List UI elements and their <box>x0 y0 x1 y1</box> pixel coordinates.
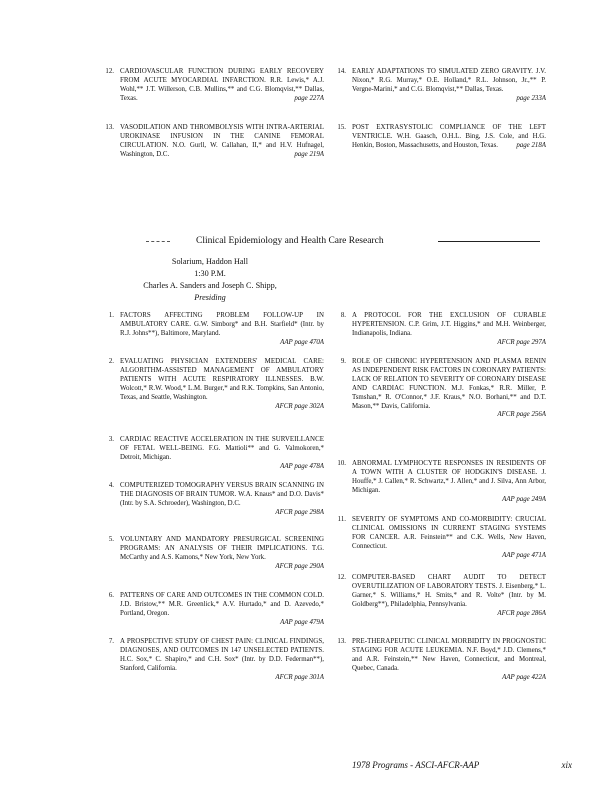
entry-authors: N.O. Gurll, W. Callahan, II,* and H.V. Hufnagel, Washington, D.C. <box>120 141 324 158</box>
abstract-entry <box>330 312 546 348</box>
entry-page: AFCR page 301A <box>275 673 324 681</box>
entry-page: AAP page 249A <box>502 495 546 503</box>
abstract-entry <box>330 638 546 683</box>
entry-page: AFCR page 256A <box>497 411 546 419</box>
entry-page: AAP page 422A <box>502 673 546 681</box>
entry-title: VOLUNTARY AND MANDATORY PRESURGICAL SCREENING PROGRAMS: AN ANALYSIS OF THEIR IMPLICATIONS. <box>120 536 324 552</box>
entry-title: POST EXTRASYSTOLIC COMPLIANCE OF THE LEFT VENTRICLE. <box>352 124 546 140</box>
entry-title: A PROSPECTIVE STUDY OF CHEST PAIN: CLINICAL FINDINGS, DIAGNOSES, AND OUTCOMES IN 147 UNSELECTED PATIENTS. <box>120 638 324 654</box>
entry-authors: N.F. Boyd,* J.D. Clemens,* and A.R. Feinstein,** New Haven, Connecticut, and Montreal, Quebec, Canada. <box>352 646 546 672</box>
entry-title: ROLE OF CHRONIC HYPERTENSION AND PLASMA RENIN AS INDEPENDENT RISK FACTORS IN CORONARY PATIENTS: LACK OF RELATION TO SEVERITY OF CORONARY DISEASE AND CARDIAC FUNCTION. <box>352 358 546 392</box>
entry-page: AFCR page 297A <box>497 338 546 346</box>
entry-page: AAP page 478A <box>280 462 324 470</box>
entry-page: page 227A <box>294 94 324 102</box>
entry-number: 12. <box>337 574 346 581</box>
entry-page: page 218A <box>516 141 546 149</box>
abstract-entry <box>330 68 546 104</box>
entry-title: PRE-THERAPEUTIC CLINICAL MORBIDITY IN PROGNOSTIC STAGING FOR ACUTE LEUKEMIA. <box>352 638 546 654</box>
entry-number: 4. <box>108 482 114 489</box>
entry-number: 13. <box>105 124 114 131</box>
entry-authors: F.G. Mattioli** and G. Valmokoren,* Detroit, Michigan. <box>120 444 324 461</box>
entry-number: 14. <box>337 68 346 75</box>
entry-authors: B.W. Wolcott,* R.W. Wood,* L.M. Burger,* and R.K. Tompkins, San Antonio, Texas, and Seattle, Washington. <box>120 375 324 401</box>
running-title: 1978 Programs - ASCI-AFCR-AAP <box>352 760 480 770</box>
abstract-entry <box>330 124 546 151</box>
entry-page: page 233A <box>516 94 546 102</box>
entry-page: AAP page 479A <box>280 618 324 626</box>
entry-number: 10. <box>337 460 346 467</box>
abstract-entry <box>98 312 324 348</box>
entry-number: 2. <box>108 358 114 365</box>
page-footer <box>352 760 572 770</box>
heading-rule-right <box>438 241 540 242</box>
entry-number: 15. <box>337 124 346 131</box>
entry-number: 6. <box>108 592 114 599</box>
page-number: xix <box>561 760 572 770</box>
abstract-entry <box>330 516 546 561</box>
entry-title: CARDIAC REACTIVE ACCELERATION IN THE SURVEILLANCE OF FETAL WELL-BEING. <box>120 436 324 452</box>
entry-number: 3. <box>108 436 114 443</box>
entry-authors: A.R. Feinstein** and C.K. Wells, New Haven, Connecticut. <box>352 533 547 550</box>
abstract-entry <box>98 124 324 160</box>
entry-title: SEVERITY OF SYMPTOMS AND CO-MORBIDITY: CRUCIAL CLINICAL OMISSIONS IN CURRENT STAGING SYSTEMS FOR CANCER. <box>352 516 546 541</box>
abstract-entry <box>98 358 324 411</box>
entry-page: AAP page 470A <box>280 338 324 346</box>
session-presiding: Presiding <box>194 293 226 302</box>
entry-page: AAP page 471A <box>502 551 546 559</box>
entry-number: 8. <box>340 312 346 319</box>
session-info <box>100 256 320 304</box>
entry-page: AFCR page 286A <box>497 609 546 617</box>
abstract-entry <box>330 358 546 420</box>
abstract-entry <box>98 592 324 628</box>
entry-authors: J.V. Nixon,* R.G. Murray,* O.E. Holland,* R.L. Johnson, Jr.,** P. Vergne-Marini,* and C.G. Blomqvist,** Dallas, Texas. <box>352 68 546 93</box>
abstract-entry <box>98 436 324 472</box>
entry-authors: G.W. Simborg* and B.H. Starfield* (Intr. by R.J. Johns**), Baltimore, Maryland. <box>120 320 324 337</box>
entry-number: 9. <box>340 358 346 365</box>
entry-page: AFCR page 290A <box>275 562 324 570</box>
entry-number: 12. <box>105 68 114 75</box>
section-heading <box>146 234 546 248</box>
entry-title: EVALUATING PHYSICIAN EXTENDERS' MEDICAL CARE: ALGORITHM-ASSISTED MANAGEMENT OF AMBULATORY PATIENTS WITH ACUTE RESPIRATORY ILLNESSES. <box>120 358 324 383</box>
entry-number: 13. <box>337 638 346 645</box>
entry-title: EARLY ADAPTATIONS TO SIMULATED ZERO GRAVITY. <box>352 68 534 75</box>
entry-authors: M.J. Fonkas,* R.R. Miller, P. Tsmshan,* R. O'Connor,* J.F. Kraus,* N.O. Borhani,** and D.T. Mason,** Davis, California. <box>352 384 546 410</box>
entry-title: COMPUTER-BASED CHART AUDIT TO DETECT OVERUTILIZATION OF LABORATORY TESTS. <box>352 574 546 590</box>
entry-authors: J.D. Bristow,** M.R. Greenlick,* A.V. Hurtado,* and D. Azevedo,* Portland, Oregon. <box>120 600 324 617</box>
abstract-entry <box>98 536 324 572</box>
entry-number: 5. <box>108 536 114 543</box>
entry-title: VASODILATION AND THROMBOLYSIS WITH INTRA-ARTERIAL UROKINASE INFUSION IN THE CANINE FEMORAL CIRCULATION. <box>120 124 324 149</box>
abstract-entry <box>98 68 324 104</box>
entry-authors: W.H. Gaasch, O.H.L. Bing, J.S. Cole, and H.G. Henkin, Boston, Massachusetts, and Houston, Texas. <box>352 132 546 149</box>
entry-number: 7. <box>108 638 114 645</box>
entry-authors: H.C. Sox,* C. Shapiro,* and C.H. Sox* (Intr. by D.D. Federman**), Stanford, California. <box>120 655 324 672</box>
entry-authors: T.G. McCarthy and A.S. Kamons,* New York, New York. <box>120 544 324 561</box>
section-title: Clinical Epidemiology and Health Care Research <box>196 236 384 246</box>
entry-number: 1. <box>108 312 114 319</box>
session-time: 1:30 P.M. <box>194 269 226 278</box>
entry-authors: W.A. Knaus* and D.O. Davis* (Intr. by S.A. Schroeder), Washington, D.C. <box>120 490 324 507</box>
entry-page: page 219A <box>294 150 324 158</box>
entry-authors: J. Houffe,* J. Callen,* R. Schwartz,* J. Allen,* and J. Silva, Ann Arbor, Michigan. <box>352 468 546 494</box>
entry-page: AFCR page 298A <box>275 508 324 516</box>
entry-number: 11. <box>337 516 346 523</box>
entry-title: FACTORS AFFECTING PROBLEM FOLLOW-UP IN AMBULATORY CARE. <box>120 312 324 328</box>
abstract-entry <box>98 482 324 518</box>
entry-authors: C.P. Grim, J.T. Higgins,* and M.H. Weinberger, Indianapolis, Indiana. <box>352 320 546 337</box>
entry-title: CARDIOVASCULAR FUNCTION DURING EARLY RECOVERY FROM ACUTE MYOCARDIAL INFARCTION. <box>120 68 324 84</box>
entry-title: A PROTOCOL FOR THE EXCLUSION OF CURABLE HYPERTENSION. <box>352 312 546 328</box>
entry-authors: J. Eisenberg,* L. Garner,* S. Williams,* H. Smits,* and R. Volte* (Intr. by M. Goldberg**), Philadelphia, Pennsylvania. <box>352 582 546 608</box>
abstract-entry <box>330 574 546 619</box>
abstract-entry <box>330 460 546 505</box>
entry-title: ABNORMAL LYMPHOCYTE RESPONSES IN RESIDENTS OF A TOWN WITH A CLUSTER OF HODGKIN'S DISEASE. <box>352 460 546 476</box>
session-chairs: Charles A. Sanders and Joseph C. Shipp, <box>143 281 277 290</box>
entry-title: PATTERNS OF CARE AND OUTCOMES IN THE COMMON COLD. <box>120 592 324 599</box>
session-room: Solarium, Haddon Hall <box>171 257 249 266</box>
entry-title: COMPUTERIZED TOMOGRAPHY VERSUS BRAIN SCANNING IN THE DIAGNOSIS OF BRAIN TUMOR. <box>120 482 324 498</box>
entry-page: AFCR page 302A <box>275 402 324 410</box>
heading-rule-left <box>146 241 170 242</box>
entry-authors: R.R. Lewis,* A.J. Wohl,** J.T. Willerson, C.B. Mullins,** and C.G. Blomqvist,** Dallas, Texas. <box>120 76 324 102</box>
abstract-entry <box>98 638 324 683</box>
